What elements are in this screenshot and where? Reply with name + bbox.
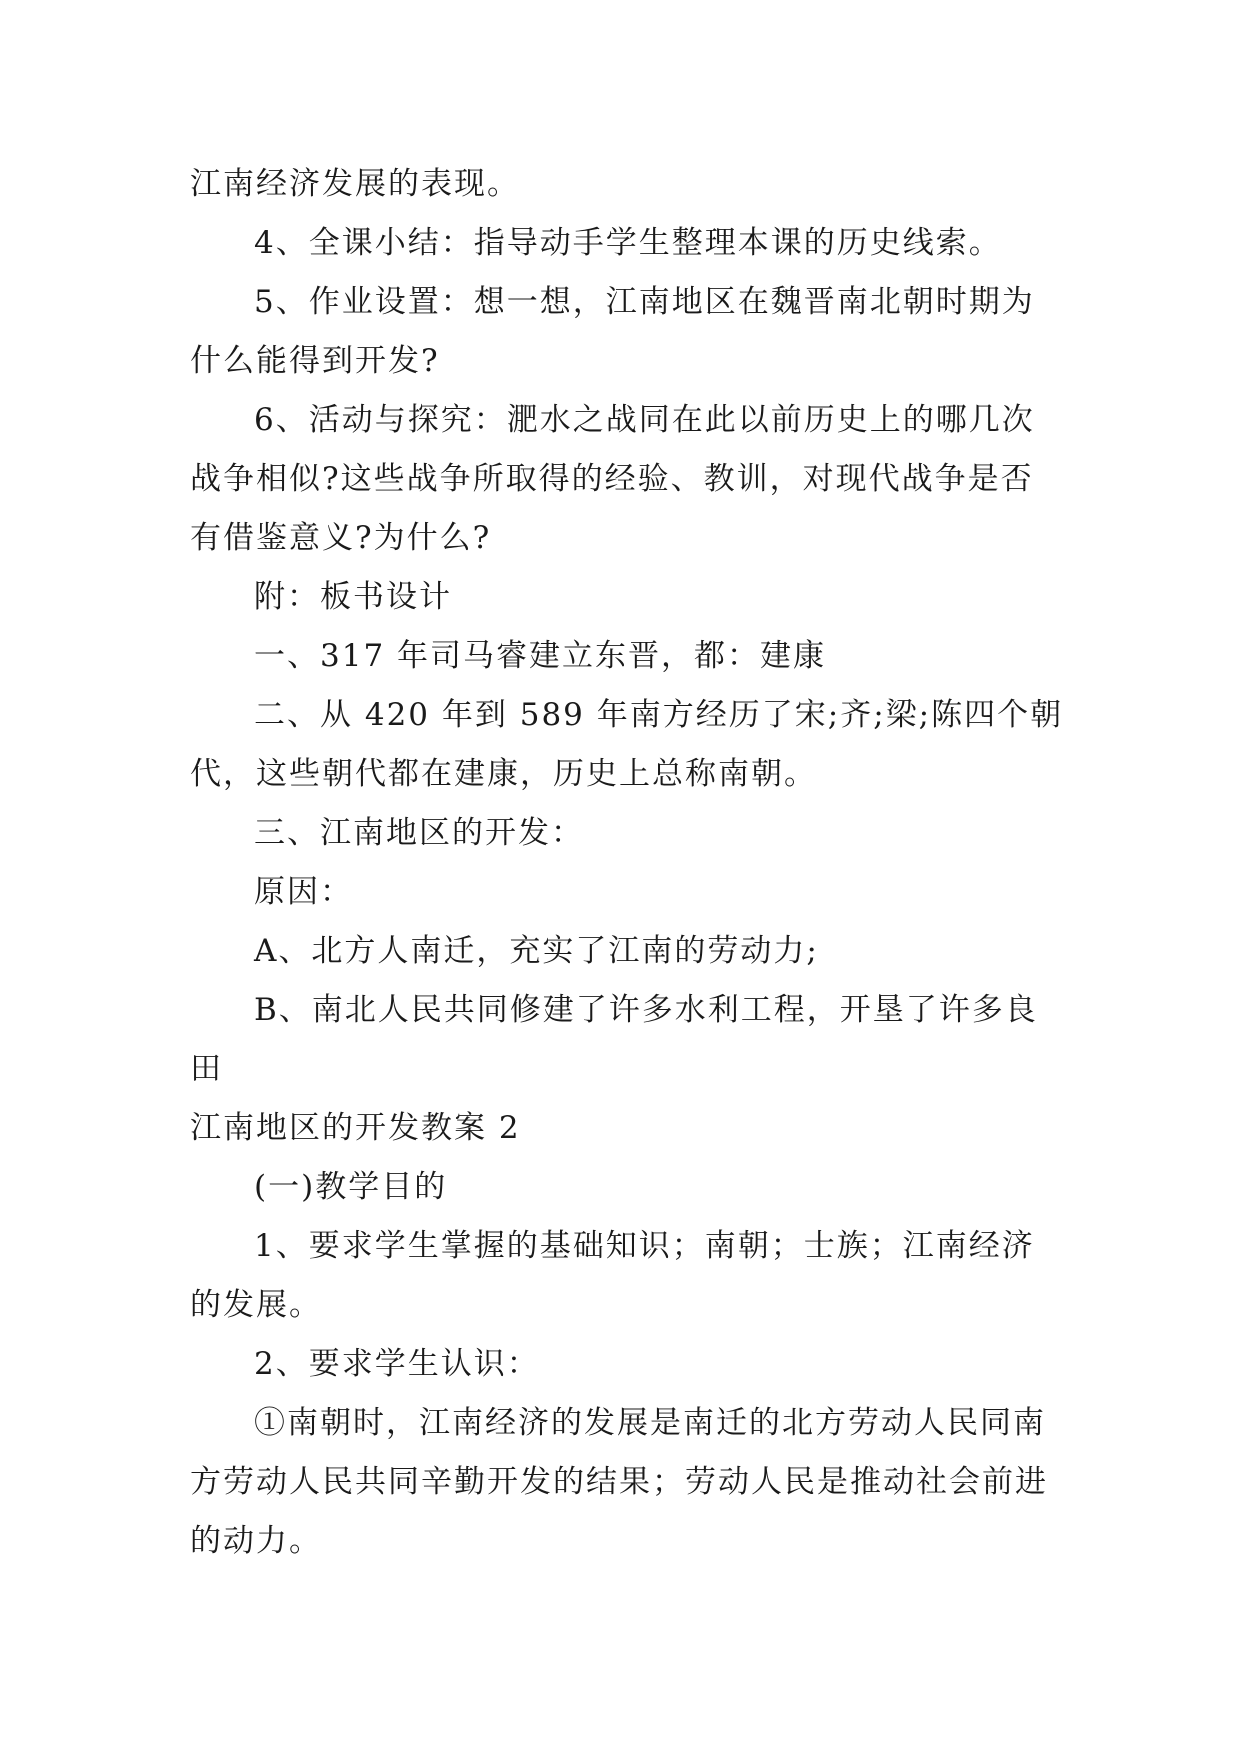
text-line: 代，这些朝代都在建康，历史上总称南朝。 bbox=[190, 756, 817, 792]
text-line: (一)教学目的 bbox=[254, 1169, 448, 1205]
text-line: 的动力。 bbox=[190, 1523, 322, 1559]
text-line: 2、要求学生认识： bbox=[254, 1346, 540, 1382]
text-line: 二、从 420 年到 589 年南方经历了宋;齐;梁;陈四个朝 bbox=[254, 697, 1064, 733]
text-line: ①南朝时，江南经济的发展是南迁的北方劳动人民同南 bbox=[254, 1405, 1046, 1441]
text-line: 田 bbox=[190, 1051, 223, 1087]
text-line: 1、要求学生掌握的基础知识；南朝；士族；江南经济 bbox=[254, 1228, 1035, 1264]
text-line: 方劳动人民共同辛勤开发的结果；劳动人民是推动社会前进 bbox=[190, 1464, 1048, 1500]
text-line: 附：板书设计 bbox=[254, 579, 452, 615]
text-line: 三、江南地区的开发： bbox=[254, 815, 584, 851]
text-line: 6、活动与探究：淝水之战同在此以前历史上的哪几次 bbox=[254, 402, 1035, 438]
text-line: 5、作业设置：想一想，江南地区在魏晋南北朝时期为 bbox=[254, 284, 1035, 320]
text-line: 有借鉴意义?为什么? bbox=[190, 520, 492, 556]
text-line: 原因： bbox=[254, 874, 353, 910]
text-line: 4、全课小结：指导动手学生整理本课的历史线索。 bbox=[254, 225, 1002, 261]
text-line: B、南北人民共同修建了许多水利工程，开垦了许多良 bbox=[254, 992, 1038, 1028]
section-heading: 江南地区的开发教案 2 bbox=[190, 1110, 521, 1146]
text-line: 什么能得到开发? bbox=[190, 343, 440, 379]
text-line: 江南经济发展的表现。 bbox=[190, 166, 520, 202]
text-line: 战争相似?这些战争所取得的经验、教训，对现代战争是否 bbox=[190, 461, 1034, 497]
text-line: 一、317 年司马睿建立东晋，都：建康 bbox=[254, 638, 827, 674]
text-line: A、北方人南迁，充实了江南的劳动力; bbox=[254, 933, 819, 969]
text-line: 的发展。 bbox=[190, 1287, 322, 1323]
